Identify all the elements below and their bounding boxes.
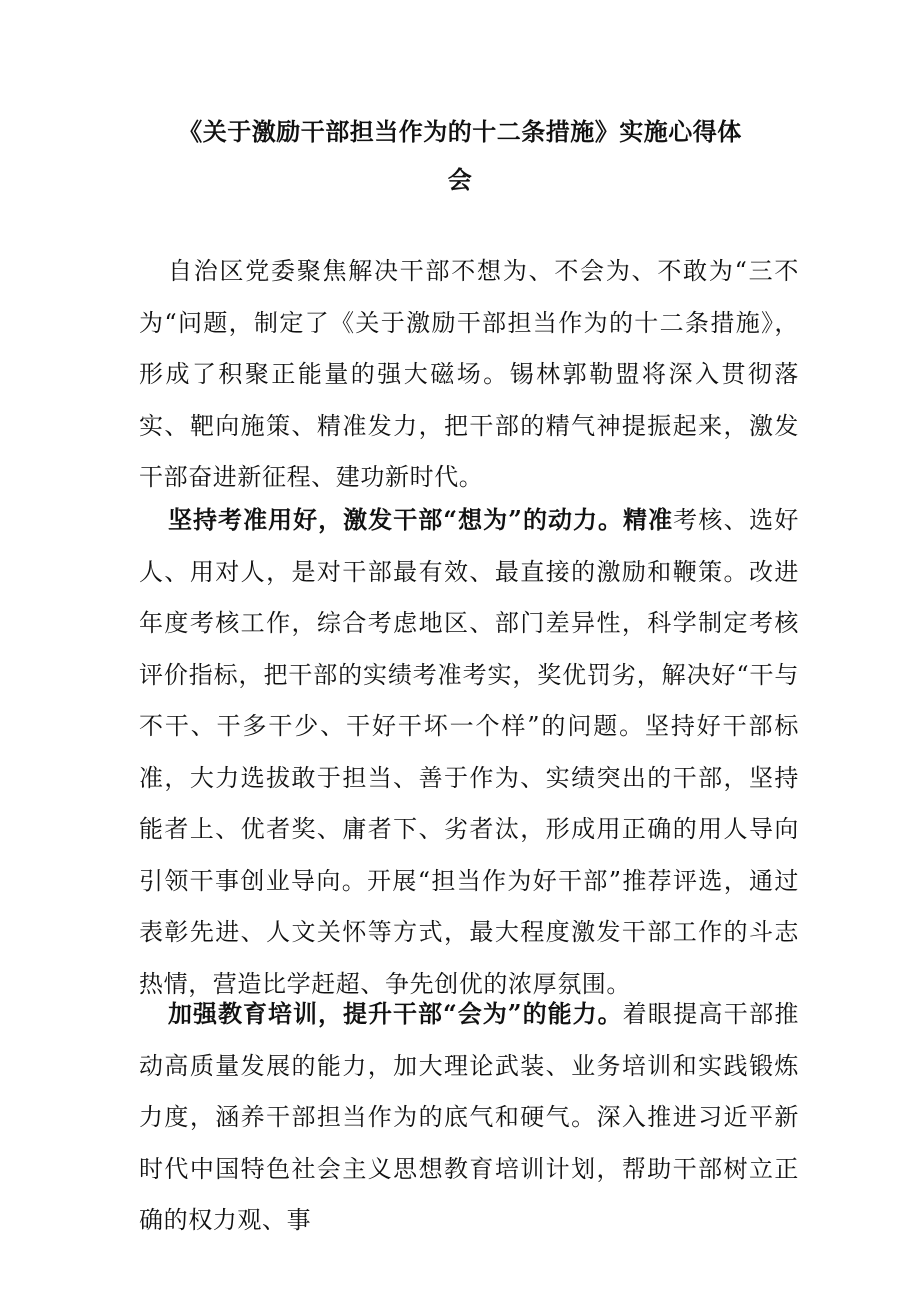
- document-title-line-2: 会: [447, 165, 473, 194]
- paragraph-intro-text: 自治区党委聚焦解决干部不想为、不会为、不敢为“三不为“问题，制定了《关于激励干部担当作为的十二条措施》，形成了积聚正能量的强大磁场。锡林郭勒盟将深入贯彻落实、靶向施策、精准发力，把干部的精气神提振起来，激发干部奋进新征程、建功新时代。: [139, 257, 799, 491]
- paragraph-training: [139, 988, 799, 1247]
- paragraph-training-text: 着眼提高干部推动高质量发展的能力，加大理论武装、业务培训和实践锻炼力度，涵养干部担当作为的底气和硬气。深入推进习近平新时代中国特色社会主义思想教育培训计划，帮助干部树立正确的权力观、事: [139, 1000, 800, 1234]
- paragraph-training-heading: 加强教育培训，提升干部“会为”的能力。: [168, 999, 623, 1028]
- paragraph-assessment: [139, 494, 799, 1010]
- document-title-line-1: 《关于激励干部担当作为的十二条措施》实施心得体: [178, 117, 742, 146]
- paragraph-assessment-heading: 坚持考准用好，激发干部“想为”的动力。精准: [168, 505, 674, 534]
- paragraph-intro: [139, 246, 799, 504]
- paragraph-assessment-text: 考核、选好人、用对人，是对干部最有效、最直接的激励和鞭策。改进年度考核工作，综合考虑地区、部门差异性，科学制定考核评价指标，把干部的实绩考准考实，奖优罚劣，解决好“干与不干、干多干少、干好干坏一个样”的问题。坚持好干部标准，大力选拔敢于担当、善于作为、实绩突出的干部，坚持能者上、优者奖、庸者下、劣者汰，形成用正确的用人导向引领干事创业导向。开展“担当作为好干部”推荐评选，通过表彰先进、人文关怀等方式，最大程度激发干部工作的斗志热情，营造比学赶超、争先创优的浓厚氛围。: [139, 506, 799, 998]
